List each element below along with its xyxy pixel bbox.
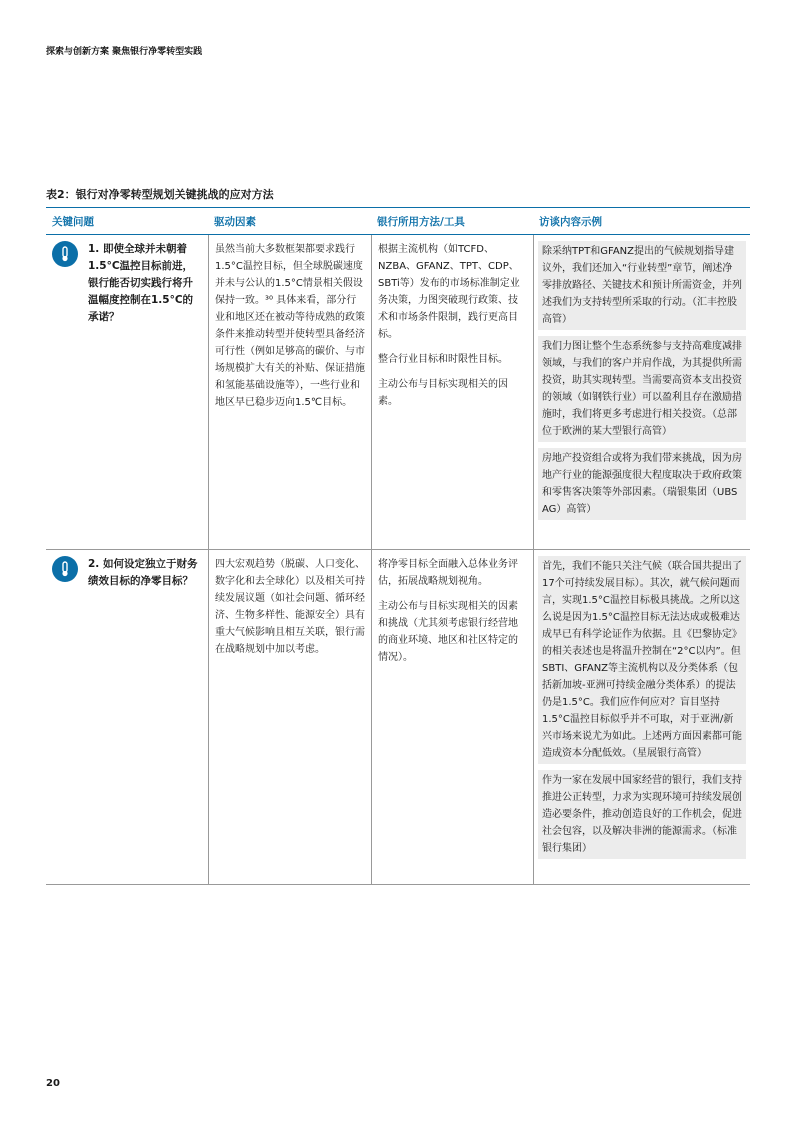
method-text: 将净零目标全面融入总体业务评估，拓展战略规划视角。 <box>378 559 518 587</box>
method-text: 主动公布与目标实现相关的因素。 <box>378 379 508 407</box>
table-title: 表2：银行对净零转型规划关键挑战的应对方法 <box>46 188 274 201</box>
column-header-methods: 银行所用方法/工具 <box>377 215 465 228</box>
drivers-cell <box>208 235 371 549</box>
interview-quote: 作为一家在发展中国家经营的银行，我们支持推进公正转型，力求为实现环境可持续发展创造必要条件，推动创造良好的工作机会，促进社会包容，以及解决非洲的能源需求。（标准银行集团） <box>538 770 746 859</box>
table-row <box>46 550 750 885</box>
running-header: 探索与创新方案 聚焦银行净零转型实践 <box>46 47 203 57</box>
question-text: 1. 即使全球并未朝着1.5°C温控目标前进，银行能否切实践行将升温幅度控制在1.5°C的承诺？ <box>88 243 194 323</box>
examples-cell <box>533 550 750 884</box>
column-header-drivers: 驱动因素 <box>214 215 256 228</box>
table-header <box>46 207 750 235</box>
thermometer-icon <box>52 556 78 582</box>
methods-cell <box>371 550 533 884</box>
method-text: 主动公布与目标实现相关的因素和挑战（尤其须考虑银行经营地的商业环境、地区和社区特定的情况）。 <box>378 601 518 663</box>
driver-text: 虽然当前大多数框架都要求践行1.5°C温控目标，但全球脱碳速度并未与公认的1.5°C情景相关假设保持一致。³⁰ 具体来看，部分行业和地区还在被动等待成熟的政策条件来推动转型并使转型具备经济可行性（例如足够高的碳价、与市场规模扩大有关的补贴、保证措施和氢能基础设施等），一些行业和地区早已稳步迈向1.5℃目标。 <box>215 244 365 408</box>
examples-cell <box>533 235 750 549</box>
drivers-cell <box>208 550 371 884</box>
methods-cell <box>371 235 533 549</box>
column-header-key-question: 关键问题 <box>52 215 94 228</box>
key-question-cell <box>46 235 208 549</box>
challenges-table <box>46 207 750 885</box>
question-text: 2. 如何设定独立于财务绩效目标的净零目标？ <box>88 558 198 587</box>
method-text: 整合行业目标和时限性目标。 <box>378 354 508 365</box>
thermometer-icon <box>52 241 78 267</box>
interview-quote: 除采纳TPT和GFANZ提出的气候规划指导建议外，我们还加入“行业转型”章节，阐述净零排放路径、关键技术和预计所需资金，并列述我们为支持转型所采取的行动。（汇丰控股高管） <box>538 241 746 330</box>
page-number: 20 <box>46 1078 60 1089</box>
table-row <box>46 235 750 550</box>
key-question-cell <box>46 550 208 884</box>
driver-text: 四大宏观趋势（脱碳、人口变化、数字化和去全球化）以及相关可持续发展议题（如社会问题、循环经济、生物多样性、能源安全）具有重大气候影响且相互关联，银行需在战略规划中加以考虑。 <box>215 559 365 655</box>
interview-quote: 房地产投资组合或将为我们带来挑战，因为房地产行业的能源强度很大程度取决于政府政策和零售客决策等外部因素。（瑞银集团（UBS AG）高管） <box>538 448 746 520</box>
column-header-examples: 访谈内容示例 <box>539 215 602 228</box>
interview-quote: 我们力图让整个生态系统参与支持高难度减排领域，与我们的客户并肩作战，为其提供所需投资，助其实现转型。当需要高资本支出投资的领域（如钢铁行业）可以盈利且存在激励措施时，我们将更多考虑进行相关投资。（总部位于欧洲的某大型银行高管） <box>538 336 746 442</box>
interview-quote: 首先，我们不能只关注气候（联合国共提出了17个可持续发展目标）。其次，就气候问题而言，实现1.5°C温控目标极具挑战。之所以这么说是因为1.5°C温控目标无法达成或极难达成早已有科学论证作为依据。且《巴黎协定》的相关表述也是将温升控制在“2°C以内”。但SBTI、GFANZ等主流机构以及分类体系（包括新加坡-亚洲可持续金融分类体系）的提法仍是1.5°C。我们应作何应对？盲目坚持1.5°C温控目标似乎并不可取，对于亚洲/新兴市场来说尤为如此。上述两方面因素都可能造成资本分配低效。（星展银行高管） <box>538 556 746 764</box>
method-text: 根据主流机构（如TCFD、NZBA、GFANZ、TPT、CDP、SBTi等）发布的市场标准制定业务决策，力图突破现行政策、技术和市场条件限制，践行更高目标。 <box>378 244 520 340</box>
